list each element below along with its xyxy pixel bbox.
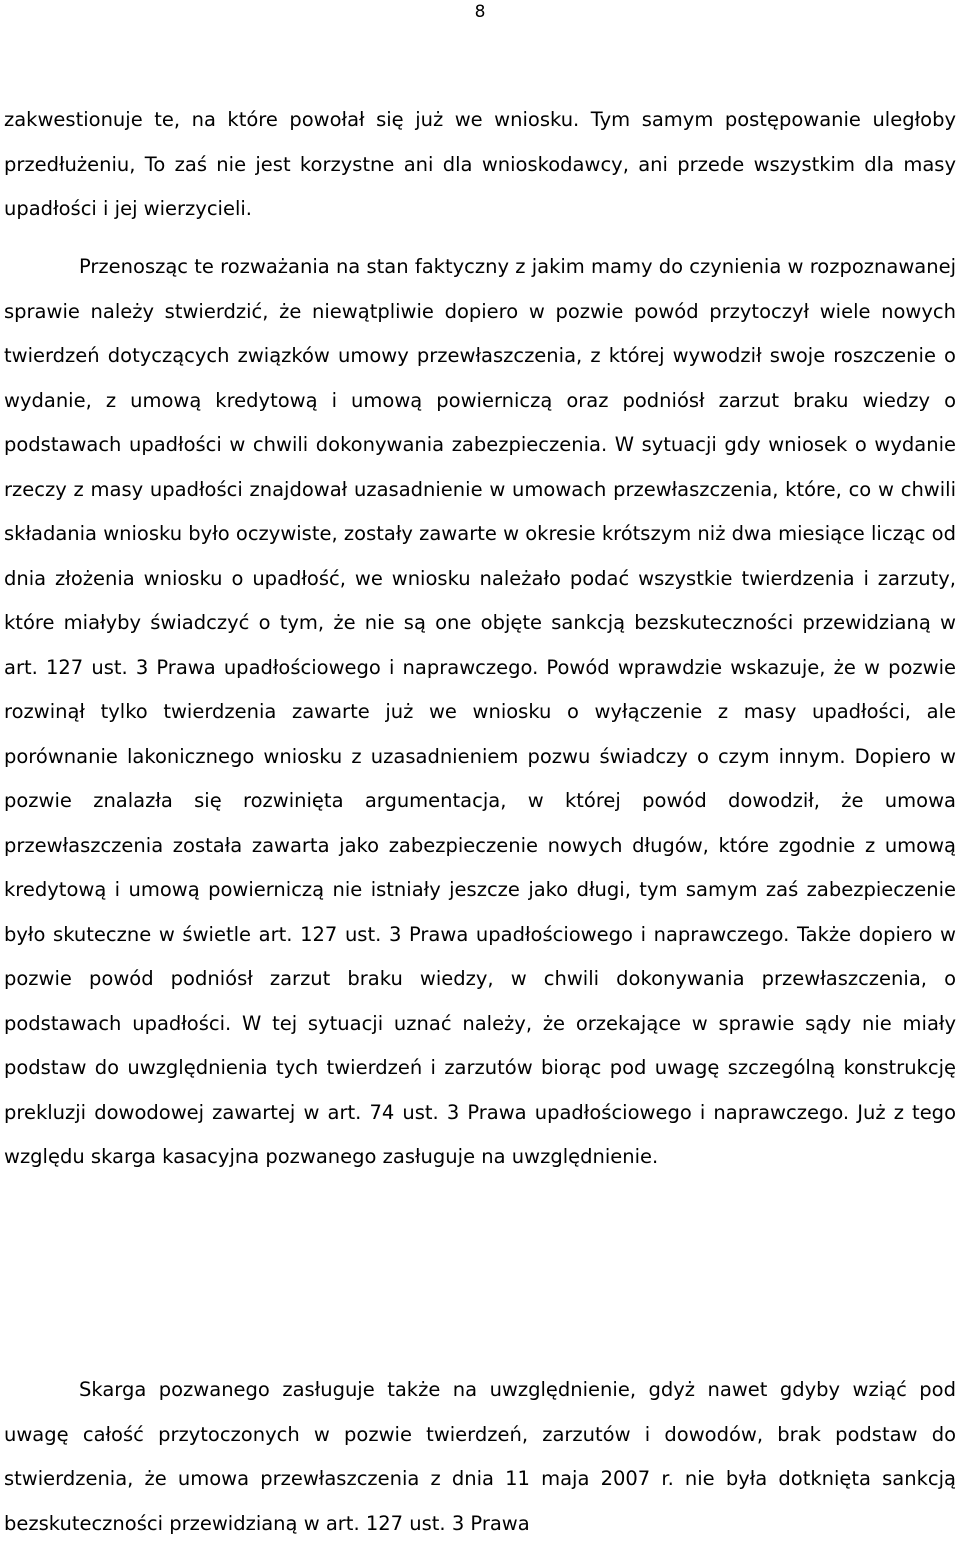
paragraph-main-argument: Przenosząc te rozważania na stan faktyczny z jakim mamy do czynienia w rozpoznawanej sprawie należy stwierdzić, że niewątpliwie dopiero w pozwie powód przytoczył wiele nowych twierdzeń dotyczących związków umowy przewłaszczenia, z której wywodził swoje roszczenie o wydanie, z umową kredytową i umową powierniczą oraz podniósł zarzut braku wiedzy o podstawach upadłości w chwili dokonywania zabezpieczenia. W sytuacji gdy wniosek o wydanie rzeczy z masy upadłości znajdował uzasadnienie w umowach przewłaszczenia, które, co w chwili składania wniosku było oczywiste, zostały zawarte w okresie krótszym niż dwa miesiące licząc od dnia złożenia wniosku o upadłość, we wniosku należało podać wszystkie twierdzenia i zarzuty, które miałyby świadczyć o tym, że nie są one objęte sankcją bezskuteczności przewidzianą w art. 127 ust. 3 Prawa upadłościowego i naprawczego. Powód wprawdzie wskazuje, że w pozwie rozwinął tylko twierdzenia zawarte już we wniosku o wyłączenie z masy upadłości, ale porównanie lakonicznego wniosku z uzasadnieniem pozwu świadczy o czym innym. Dopiero w pozwie znalazła się rozwinięta argumentacja, w której powód dowodził, że umowa przewłaszczenia została zawarta jako zabezpieczenie nowych długów, które zgodnie z umową kredytową i umową powierniczą nie istniały jeszcze jako długi, tym samym zaś zabezpieczenie było skuteczne w świetle art. 127 ust. 3 Prawa upadłościowego i naprawczego. Także dopiero w pozwie powód podniósł zarzut braku wiedzy, w chwili dokonywania przewłaszczenia, o podstawach upadłości. W tej sytuacji uznać należy, że orzekające w sprawie sądy nie miały podstaw do uwzględnienia tych twierdzeń i zarzutów biorąc pod uwagę szczególną konstrukcję prekluzji dowodowej zawartej w art. 74 ust. 3 Prawa upadłościowego i naprawczego. Już z tego względu skarga kasacyjna pozwanego zasługuje na uwzględnienie. (4, 255, 956, 1168)
paragraph-continuation: zakwestionuje te, na które powołał się już we wniosku. Tym samym postępowanie uległoby przedłużeniu, To zaś nie jest korzystne ani dla wnioskodawcy, ani przede wszystkim dla masy upadłości i jej wierzycieli. (4, 108, 956, 220)
page-number: 8 (474, 2, 486, 22)
paragraph-second-argument: Skarga pozwanego zasługuje także na uwzględnienie, gdyż nawet gdyby wziąć pod uwagę całość przytoczonych w pozwie twierdzeń, zarzutów i dowodów, brak podstaw do stwierdzenia, że umowa przewłaszczenia z dnia 11 maja 2007 r. nie była dotknięta sankcją bezskuteczności przewidzianą w art. 127 ust. 3 Prawa (4, 1378, 956, 1535)
